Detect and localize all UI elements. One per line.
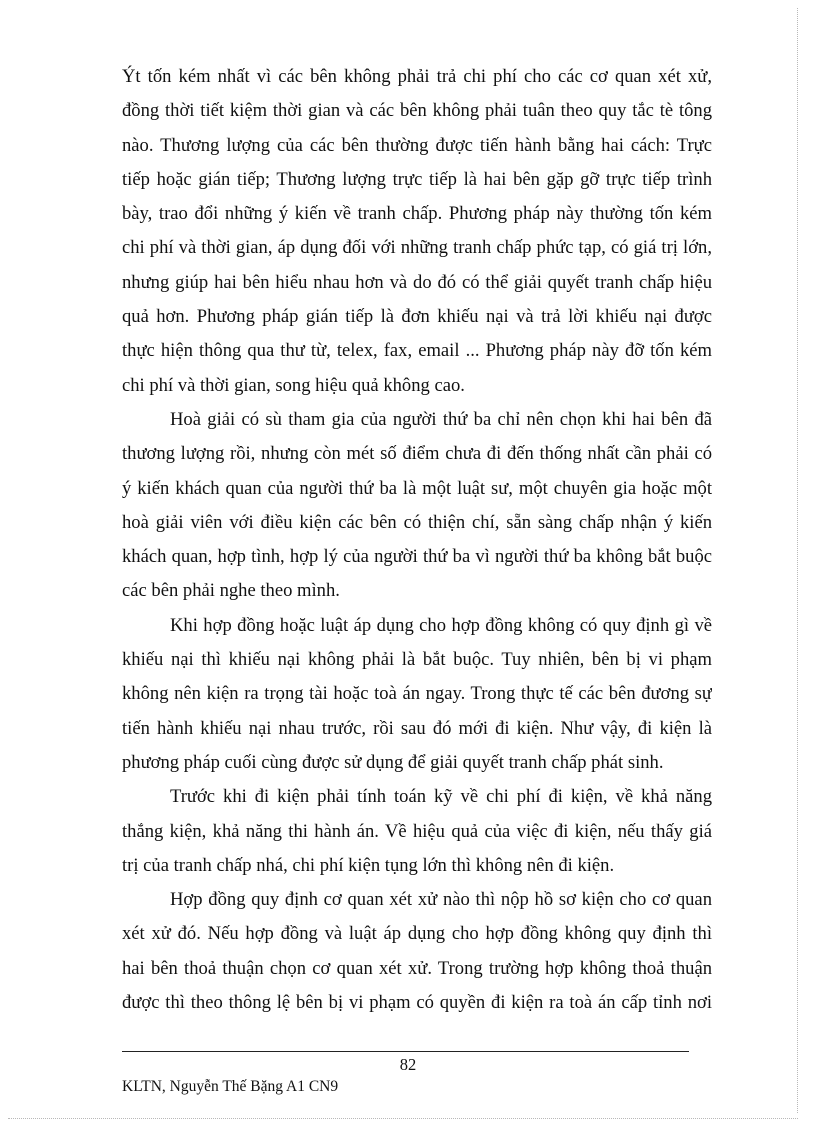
text-line: tiến hành khiếu nại nhau trước, rồi sau đó mới đi kiện. Như vậy, đi kiện là — [122, 717, 712, 739]
text-line: chi phí và thời gian, áp dụng đối với những tranh chấp phức tạp, có giá trị lớn, — [122, 237, 712, 259]
paragraph — [122, 609, 712, 780]
text-line: khiếu nại thì khiếu nại không phải là bắt buộc. Tuy nhiên, bên bị vi phạm — [122, 649, 712, 671]
text-line: Hợp đồng quy định cơ quan xét xử nào thì nộp hồ sơ kiện cho cơ quan — [170, 889, 712, 911]
footer-rule — [122, 1051, 689, 1052]
text-line: trị của tranh chấp nhá, chi phí kiện tụng lớn thì không nên đi kiện. — [122, 854, 615, 876]
text-line: hoà giải viên với điều kiện các bên có thiện chí, sẵn sàng chấp nhận ý kiến — [122, 511, 712, 533]
text-line: khách quan, hợp tình, hợp lý của người thứ ba vì người thứ ba không bắt buộc — [122, 546, 712, 568]
text-line: tiếp hoặc gián tiếp; Thương lượng trực tiếp là hai bên gặp gỡ trực tiếp trình — [122, 168, 712, 190]
paragraph — [122, 60, 712, 403]
text-line: ý kiến khách quan của người thứ ba là một luật sư, một chuyên gia hoặc một — [122, 477, 712, 499]
text-line: Ýt tốn kém nhất vì các bên không phải trả chi phí cho các cơ quan xét xử, — [122, 66, 712, 87]
text-line: thương lượng rồi, nhưng còn mét số điểm chưa đi đến thống nhất cần phải có — [122, 443, 712, 465]
text-line: đồng thời tiết kiệm thời gian và các bên không phải tuân theo quy tắc tè tông — [122, 100, 712, 122]
text-line: nhưng giúp hai bên hiểu nhau hơn và do đó có thể giải quyết tranh chấp hiệu — [122, 271, 712, 293]
text-line: hai bên thoả thuận chọn cơ quan xét xử. Trong trường hợp không thoả thuận — [122, 957, 712, 979]
text-line: Khi hợp đồng hoặc luật áp dụng cho hợp đồng không có quy định gì về — [170, 614, 712, 636]
body-text — [122, 60, 712, 1020]
text-line: bày, trao đổi những ý kiến về tranh chấp. Phương pháp này thường tốn kém — [122, 203, 712, 225]
paragraph — [122, 883, 712, 1020]
text-line: phương pháp cuối cùng được sử dụng để giải quyết tranh chấp phát sinh. — [122, 751, 664, 773]
text-line: quả hơn. Phương pháp gián tiếp là đơn khiếu nại và trả lời khiếu nại được — [122, 306, 712, 328]
footer-note: KLTN, Nguyễn Thế Bặng A1 CN9 — [122, 1078, 339, 1095]
text-line: không nên kiện ra trọng tài hoặc toà án ngay. Trong thực tế các bên đương sự — [122, 683, 712, 705]
text-line: các bên phải nghe theo mình. — [122, 580, 340, 602]
text-line: chi phí và thời gian, song hiệu quả không cao. — [122, 374, 465, 396]
text-line: thực hiện thông qua thư từ, telex, fax, email ... Phương pháp này đỡ tốn kém — [122, 340, 712, 362]
paragraph — [122, 403, 712, 609]
text-line: Trước khi đi kiện phải tính toán kỹ về chi phí đi kiện, về khả năng — [170, 786, 712, 808]
page-border-right — [797, 8, 798, 1113]
paragraph — [122, 780, 712, 883]
page-number: 82 — [399, 1055, 417, 1074]
text-line: Hoà giải có sù tham gia của người thứ ba chỉ nên chọn khi hai bên đã — [170, 408, 712, 430]
text-line: được thì theo thông lệ bên bị vi phạm có quyền đi kiện ra toà án cấp tỉnh nơi — [122, 992, 712, 1014]
text-line: thắng kiện, khả năng thi hành án. Về hiệu quả của việc đi kiện, nếu thấy giá — [122, 820, 712, 842]
text-line: nào. Thương lượng của các bên thường được tiến hành bằng hai cách: Trực — [122, 134, 712, 156]
text-line: xét xử đó. Nếu hợp đồng và luật áp dụng cho hợp đồng không quy định thì — [122, 923, 712, 945]
page-border-bottom — [8, 1118, 798, 1119]
